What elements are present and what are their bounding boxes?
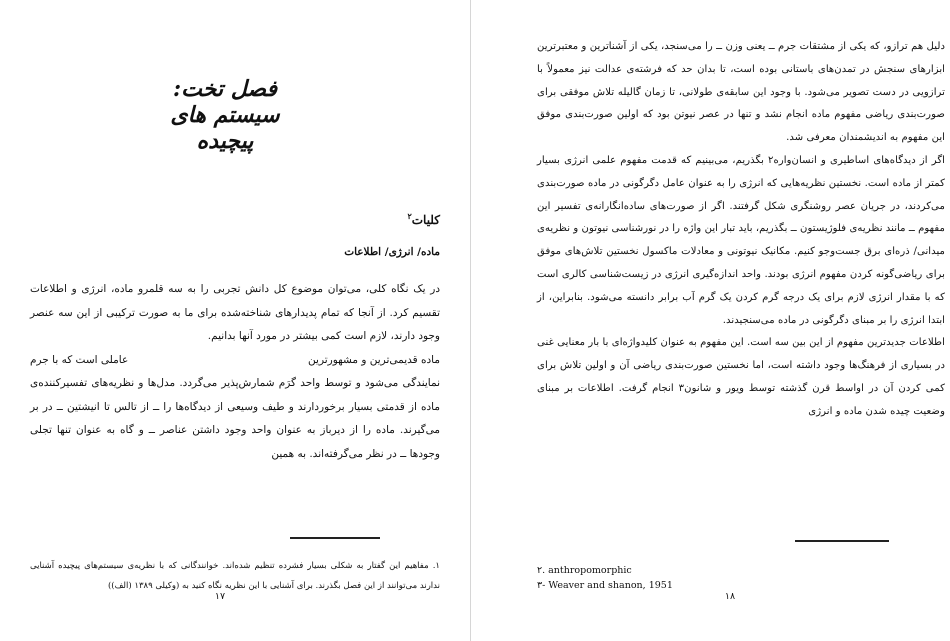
subsection-heading: ماده/ انرژی/ اطلاعات xyxy=(344,246,440,258)
left-footnote: ۱. مفاهیم این گفتار به شکلی بسیار فشرده تنظیم شده‌اند. خوانندگانی که با نظریه‌ی سیستم‌های پیچیده آشنایی ندارند می‌توانند از این فصل بگذرند. برای آشنایی با این نظریه نگاه کنید به (وکیلی ۱۳۸۹ (الف)) xyxy=(30,561,440,591)
right-paragraph-1: دلیل هم ترازو، که یکی از مشتقات جرم ــ یعنی وزن ــ را می‌سنجد، یکی از آشناترین و معتبرترین ابزارهای سنجش در تمدن‌های باستانی بوده است، تا بدان حد که فرشته‌ی عدالت نیز معمولاً با ترازویی در دست تصویر می‌شود. با وجود این سابقه‌ی طولانی، تا زمان گالیله تلاش موفقی برای صورت‌بندی ریاضی مفهوم ماده انجام نشد و تنها در عصر نیوتن بود که اولین صورت‌بندی موفق این مفهوم به اندیشمندان معرفی شد. xyxy=(537,41,945,144)
left-body-text xyxy=(30,278,440,466)
right-paragraph-2: اگر از دیدگاه‌های اساطیری و انسان‌واره۲ بگذریم، می‌بینیم که قدمت مفهوم علمی انرژی بسیار کمتر از ماده است. نخستین نظریه‌هایی که انرژی را به عنوان عامل دگرگونی در ماده صورت‌بندی می‌کردند، در جریان عصر روشنگری شکل گرفتند. اگر از صورت‌های ساده‌انگارانه‌ی تفسیر این مفهوم ــ مانند نظریه‌ی فلوژیستون ــ بگذریم، باید تبار این واژه را در نورشناسی نیوتون و نظریه‌ی میدانی/ ذره‌ای برق جست‌وجو کنیم. مکانیک نیوتونی و معادلات ماکسول نخستین تلاش‌های موفق برای ریاضی‌گونه کردن مفهوم انرژی بودند. واحد اندازه‌گیری انرژی در زیست‌شناسی کالری است که با مقدار انرژی لازم برای یک درجه گرم کردن یک گرم آب برابر دانسته می‌شود. بنابراین، از ابتدا انرژی را بر مبنای دگرگونی در ماده می‌سنجیدند. xyxy=(537,154,946,326)
gap-line-left-text: عاملی است که با جرم xyxy=(30,353,129,366)
right-footnote-2: ۳- Weaver and shanon, 1951 xyxy=(537,580,673,591)
chapter-title: فصل تخت: سیستم های پیچیده xyxy=(170,76,280,154)
footnote-separator-left xyxy=(290,537,380,539)
section-footnote-ref: ۲ xyxy=(407,211,412,221)
footnote-separator-right xyxy=(795,540,889,542)
left-paragraph-1: در یک نگاه کلی، می‌توان موضوع کل دانش تجربی را به سه قلمرو ماده، انرژی و اطلاعات تقسیم کرد. از آنجا که تمام پدیدارهای شناخته‌شده برای ما به صورت ترکیبی از این سه عنصر وجود دارند، لازم است کمی بیشتر در مورد آنها بدانیم. xyxy=(30,283,440,342)
left-paragraph-2: نمایندگی می‌شود و توسط واحد گرَم شمارش‌پذیر می‌گردد. مدل‌ها و نظریه‌های تفسیرکننده‌ی ماده از قدمتی بسیار برخوردارند و طیف وسیعی از دیدگاه‌ها را ــ از تالس تا انیشتین ــ در بر می‌گیرند. ماده را از دیرباز به عنوان واحد وجود داشتن عناصر ــ و گاه به عنوان تنها تجلی وجودها ــ در نظر می‌گرفته‌اند. به همین xyxy=(30,377,440,460)
section-heading xyxy=(330,211,440,227)
right-body-text xyxy=(537,36,945,424)
left-page xyxy=(0,0,470,641)
page-number-left: ۱۷ xyxy=(214,591,226,602)
right-footnotes xyxy=(537,563,837,593)
right-paragraph-3: اطلاعات جدیدترین مفهوم از این بین سه است. این مفهوم به عنوان کلیدواژه‌ای با بار معنایی غنی در بسیاری از فرهنگ‌ها وجود داشته است، اما نخستین صورت‌بندی ریاضی آن و اولین تلاش برای کمی کردن آن در اواسط قرن گذشته توسط ویور و شانون۳ انجام گرفت. اطلاعات بر مبنای وضعیت چیده شدن ماده و انرژی xyxy=(537,337,946,417)
page-number-right: ۱۸ xyxy=(724,591,736,602)
left-gap-line xyxy=(30,349,440,373)
gap-line-right-text: ماده قدیمی‌ترین و مشهورترین xyxy=(308,353,440,366)
right-footnote-1: ۲. anthropomorphic xyxy=(537,565,632,576)
section-heading-text: کلیات xyxy=(411,213,440,227)
